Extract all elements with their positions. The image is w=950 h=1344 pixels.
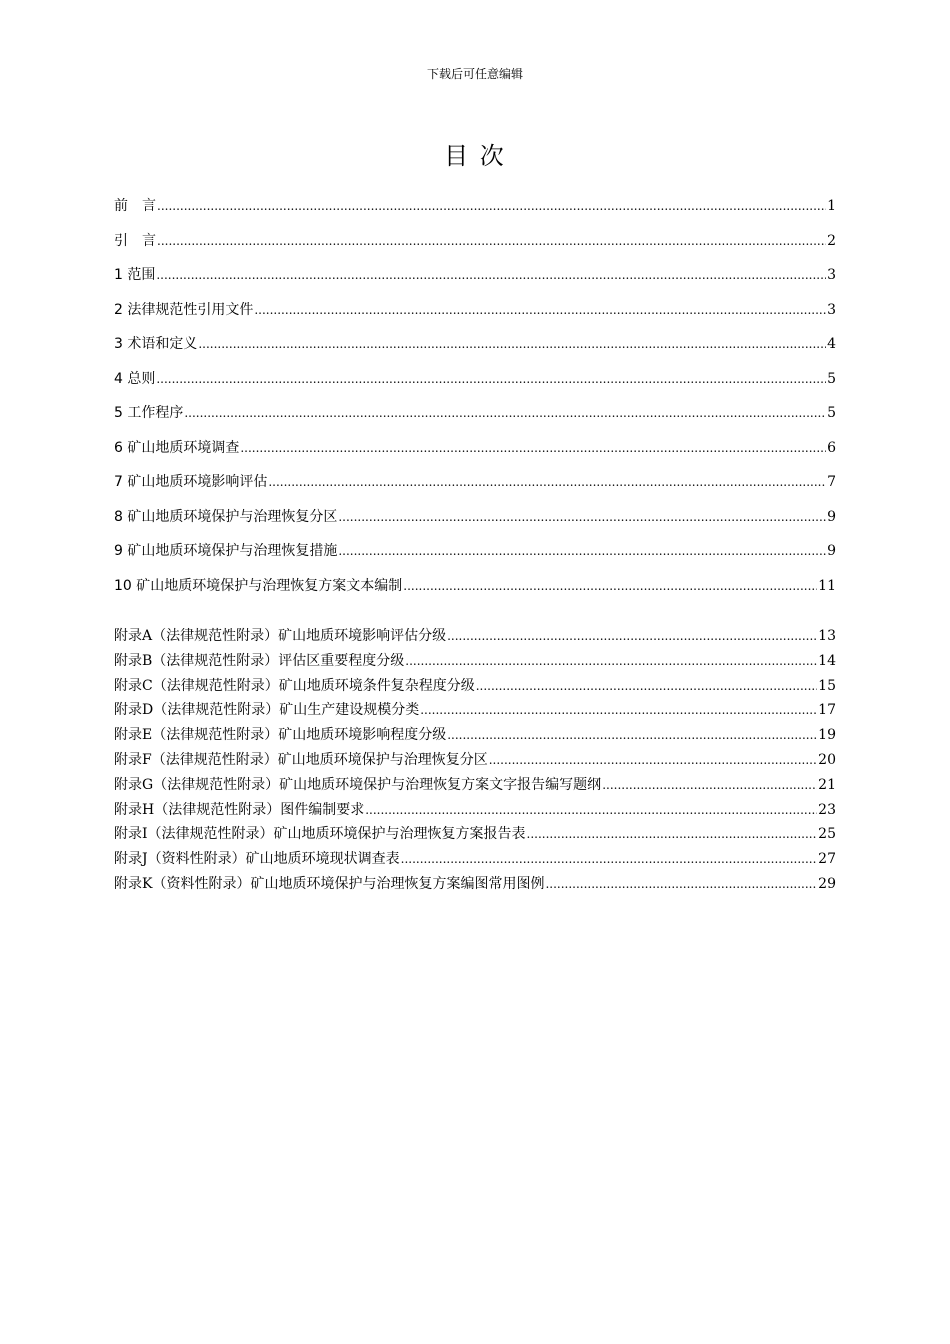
- toc-entry-page: 19: [818, 727, 836, 744]
- toc-leader-dots: [156, 258, 826, 293]
- toc-entry-label: 2 法律规范性引用文件: [114, 301, 254, 318]
- toc-entry-page: 7: [827, 474, 836, 490]
- toc-leader-dots: [447, 624, 817, 649]
- toc-entry-page: 3: [827, 301, 836, 318]
- toc-entry-page: 13: [818, 628, 836, 644]
- toc-entry-page: 3: [827, 267, 836, 283]
- toc-appendix-entry[interactable]: [114, 798, 836, 823]
- toc-appendix-entry[interactable]: [114, 698, 836, 723]
- toc-entry-page: 5: [827, 370, 836, 387]
- toc-leader-dots: [403, 569, 817, 604]
- toc-entry-label: 附录H（法律规范性附录）图件编制要求: [114, 801, 365, 818]
- toc-entry-label: 1 范围: [114, 267, 156, 283]
- toc-entry-page: 15: [818, 677, 836, 694]
- toc-entry-label: 引 言: [114, 232, 156, 249]
- toc-entry-label: 附录C（法律规范性附录）矿山地质环境条件复杂程度分级: [114, 677, 475, 694]
- page-header: 下载后可任意编辑: [426, 67, 523, 81]
- toc-leader-dots: [157, 224, 826, 259]
- toc-entry-page: 9: [827, 543, 836, 559]
- toc-entry-page: 20: [818, 751, 836, 768]
- toc-entry[interactable]: [114, 293, 836, 328]
- toc-appendix-list: [114, 624, 836, 897]
- toc-entry-page: 17: [818, 702, 836, 719]
- toc-entry[interactable]: [114, 224, 836, 259]
- toc-entry[interactable]: [114, 327, 836, 362]
- toc-entry-page: 29: [818, 875, 836, 892]
- toc-entry-page: 6: [827, 439, 836, 456]
- toc-leader-dots: [447, 723, 817, 748]
- toc-entry-label: 附录J（资料性附录）矿山地质环境现状调查表: [114, 851, 400, 868]
- toc-leader-dots: [489, 748, 817, 773]
- toc-appendix-entry[interactable]: [114, 847, 836, 872]
- toc-entry-label: 9 矿山地质环境保护与治理恢复措施: [114, 543, 338, 559]
- toc-entry[interactable]: [114, 534, 836, 569]
- toc-entry-page: 5: [827, 405, 836, 421]
- toc-entry-label: 附录G（法律规范性附录）矿山地质环境保护与治理恢复方案文字报告编写题纲: [114, 776, 602, 793]
- toc-entry-label: 前 言: [114, 198, 156, 214]
- toc-entry[interactable]: [114, 500, 836, 535]
- toc-entry-label: 附录E（法律规范性附录）矿山地质环境影响程度分级: [114, 727, 447, 744]
- toc-appendix-entry[interactable]: [114, 822, 836, 847]
- toc-appendix-entry[interactable]: [114, 649, 836, 674]
- toc-entry[interactable]: [114, 431, 836, 466]
- toc-entry-page: 2: [827, 232, 836, 249]
- toc-entry[interactable]: [114, 569, 836, 604]
- toc-appendix-entry[interactable]: [114, 723, 836, 748]
- toc-leader-dots: [365, 798, 817, 823]
- toc-entry-label: 附录A（法律规范性附录）矿山地质环境影响评估分级: [114, 628, 447, 644]
- toc-entry-label: 附录F（法律规范性附录）矿山地质环境保护与治理恢复分区: [114, 751, 488, 768]
- toc-leader-dots: [240, 431, 826, 466]
- toc-appendix-entry[interactable]: [114, 872, 836, 897]
- toc-entry-label: 6 矿山地质环境调查: [114, 439, 240, 456]
- toc-leader-dots: [545, 872, 817, 897]
- toc-appendix-entry[interactable]: [114, 674, 836, 699]
- toc-leader-dots: [338, 534, 826, 569]
- toc-entry[interactable]: [114, 258, 836, 293]
- toc-entry-label: 附录K（资料性附录）矿山地质环境保护与治理恢复方案编图常用图例: [114, 875, 545, 892]
- toc-leader-dots: [405, 649, 817, 674]
- toc-entry-label: 附录D（法律规范性附录）矿山生产建设规模分类: [114, 702, 420, 719]
- toc-appendix-entry[interactable]: [114, 748, 836, 773]
- toc-entry-page: 23: [818, 801, 836, 818]
- toc-leader-dots: [401, 847, 818, 872]
- toc-leader-dots: [602, 773, 817, 798]
- toc-entry-label: 5 工作程序: [114, 405, 184, 421]
- toc-entry-page: 11: [818, 577, 836, 594]
- toc-entry-page: 21: [818, 776, 836, 793]
- toc-appendix-entry[interactable]: [114, 773, 836, 798]
- toc-leader-dots: [527, 822, 818, 847]
- toc-entry-page: 4: [827, 336, 836, 352]
- toc-entry-page: 9: [827, 508, 836, 525]
- toc-leader-dots: [420, 698, 817, 723]
- toc-leader-dots: [338, 500, 826, 535]
- toc-entry-page: 14: [818, 652, 836, 669]
- toc-leader-dots: [198, 327, 826, 362]
- toc-leader-dots: [157, 189, 826, 224]
- toc-entry-label: 4 总则: [114, 370, 156, 387]
- toc-leader-dots: [254, 293, 826, 328]
- toc-leader-dots: [184, 396, 826, 431]
- toc-entry-label: 附录B（法律规范性附录）评估区重要程度分级: [114, 652, 405, 669]
- toc-entry[interactable]: [114, 189, 836, 224]
- toc-entry-label: 8 矿山地质环境保护与治理恢复分区: [114, 508, 338, 525]
- toc-entry[interactable]: [114, 465, 836, 500]
- toc-entry-label: 7 矿山地质环境影响评估: [114, 474, 268, 490]
- toc-entry-page: 1: [827, 198, 836, 214]
- toc-leader-dots: [156, 362, 826, 397]
- toc-entry[interactable]: [114, 362, 836, 397]
- toc-leader-dots: [268, 465, 826, 500]
- toc-entry-page: 25: [818, 826, 836, 843]
- toc-entry-page: 27: [818, 851, 836, 868]
- toc-main-list: [114, 189, 836, 603]
- toc-entry[interactable]: [114, 396, 836, 431]
- toc-entry-label: 3 术语和定义: [114, 336, 198, 352]
- toc-entry-label: 附录I（法律规范性附录）矿山地质环境保护与治理恢复方案报告表: [114, 826, 526, 843]
- toc-title: 目 次: [444, 142, 506, 170]
- toc-appendix-entry[interactable]: [114, 624, 836, 649]
- toc-entry-label: 10 矿山地质环境保护与治理恢复方案文本编制: [114, 577, 403, 594]
- toc-leader-dots: [476, 674, 817, 699]
